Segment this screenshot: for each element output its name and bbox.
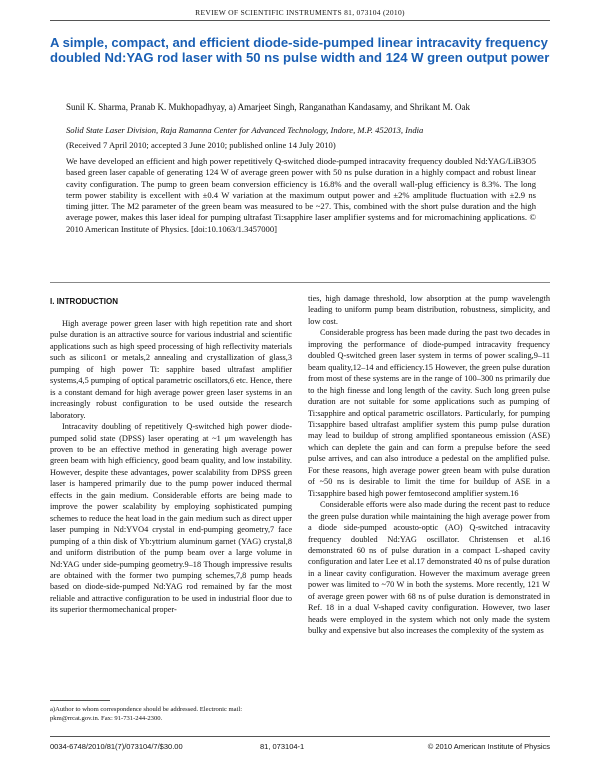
paragraph: High average power green laser with high repetition rate and short pulse duration is an attractive source for various industrial and scientific applications such as high speed processing of high reflectivity materials such as silicon1 or metals,2 annealing and crystallization of glass,3 pumping of high power Ti: sapphire based ultrafast amplifier systems,4,5 pumping of optical parametric oscillators,6 etc. Hence, there is a constant demand for high average power green laser systems in an increasingly robust configuration to be used outside the research laboratory. [50,319,292,420]
copyright: © 2010 American Institute of Physics [427,742,550,751]
author-list: Sunil K. Sharma, Pranab K. Mukhopadhyay, a) Amarjeet Singh, Ranganathan Kandasamy, and Shrikant M. Oak [66,102,471,112]
right-column [308,293,550,637]
footnote: a)Author to whom correspondence should be addressed. Electronic mail: pkm@rrcat.gov.in. Fax: 91-731-244-2300. [50,706,243,722]
paper-title: A simple, compact, and efficient diode-side-pumped linear intracavity frequency doubled Nd:YAG rod laser with 50 ns pulse width and 124 W green output power [50,35,550,65]
affiliation: Solid State Laser Division, Raja Ramanna Center for Advanced Technology, Indore, M.P. 452013, India [66,125,424,135]
footer-code: 0034-6748/2010/81(7)/073104/7/$30.00 [50,742,183,751]
received-dates: (Received 7 April 2010; accepted 3 June 2010; published online 14 July 2010) [66,140,336,150]
page-number: 81, 073104-1 [260,742,305,751]
paragraph: Intracavity doubling of repetitively Q-switched high power diode-pumped solid state (DPSS) laser operating at ~1 μm wavelength has proven to be an effective method in generating high average power green beam with high efficiency, good beam quality, and low instability. However, despite these advantages, power scalability from DPSS green laser is hampered primarily due to the pump power induced thermal effects in the gain medium. Considerable efforts are being made to improve the power scalability by employing sophisticated pumping schemes to reduce the heat load in the gain medium such as direct upper laser pumping in Nd:YVO4 crystal in end-pumping geometry,7 face pumping of a thin disk of Yb:yttrium aluminum garnet (YAG) crystal,8 and uniform distribution of the pump beam over a large volume in Nd:YAG under side-pumping geometry.9–18 Though impressive results are obtained with the former two pumping schemes,7,8 pump heads based on diode-side-pumped Nd:YAG rod remained by far the most reliable and attractive configuration to be used in industrial floor due to its superior thermomechanical proper- [50,422,292,615]
journal-header: REVIEW OF SCIENTIFIC INSTRUMENTS 81, 073104 (2010) [195,8,405,17]
left-column [50,318,292,616]
footnote-rule [50,700,110,701]
footer-rule [50,736,550,737]
paragraph: Considerable efforts were also made during the recent past to reduce the green pulse duration while maintaining the high average power from a diode side-pumped acousto-optic (AO) Q-switched intracavity frequency doubled Nd:YAG oscillator. Christensen et al.16 demonstrated 60 ns of pulse duration in a compact L-shaped cavity configuration and later Lee et al.17 demonstrated 40 ns of pulse duration in a linear cavity configuration. However the maximum average green power was limited to ~70 W in both the systems. More recently, 121 W of average green power with 68 ns of pulse duration is demonstrated in Ref. 18 in a dual V-shaped cavity configuration. However, two laser heads were employed in the system which not only made the system bulky and expensive but also increases the complexity of the system as [308,500,550,636]
paragraph: ties, high damage threshold, low absorption at the pump wavelength leading to uniform pump beam distribution, robustness, simplicity, and low cost. [308,294,550,326]
header-rule [50,20,550,21]
section-heading: I. INTRODUCTION [50,297,118,306]
abstract-rule [50,282,550,283]
abstract: We have developed an efficient and high power repetitively Q-switched diode-pumped intracavity frequency doubled Nd:YAG/LiB3O5 based green laser capable of generating 124 W of average green power with 50 ns pulse duration in a highly compact and robust linear cavity configuration. The pump to green beam conversion efficiency is 16.8% and the overall wall-plug efficiency is 8.3%. The long term power stability is excellent with ±0.4 W variation at the maximum output power and ±2% amplitude fluctuation with ±2.9 ns timing jitter. The M2 parameter of the green beam was measured to be ~27. This, combined with the short pulse duration and the high average power, makes this laser ideal for pumping ultrafast Ti:sapphire laser amplifier systems and for micromachining applications. © 2010 American Institute of Physics. [doi:10.1063/1.3457000] [66,156,536,234]
paragraph: Considerable progress has been made during the past two decades in improving the performance of diode-pumped intracavity frequency doubled Q-switched green laser system in terms of power scaling,9–11 beam quality,12–14 and efficiency.15 However, the green pulse duration from most of these systems are in the range of 100–300 ns primarily due to the high finesse and long length of the cavity. Such long green pulse duration are not suitable for some applications such as pumping of Ti:sapphire and optical parametric oscillators. Particularly, for pumping Ti:sapphire based ultrafast amplifier system this pump pulse duration may lead to buildup of strong amplified spontaneous emission (ASE) which can deplete the gain and can form a prepulse before the seed pulse arrives, and can also introduce a pedestal on the amplified pulse. For these reasons, high average power green beam with pulse duration of ~50 ns is desirable to limit the time for buildup of ASE in a Ti:sapphire based high power femtosecond amplifier system.16 [308,328,550,498]
